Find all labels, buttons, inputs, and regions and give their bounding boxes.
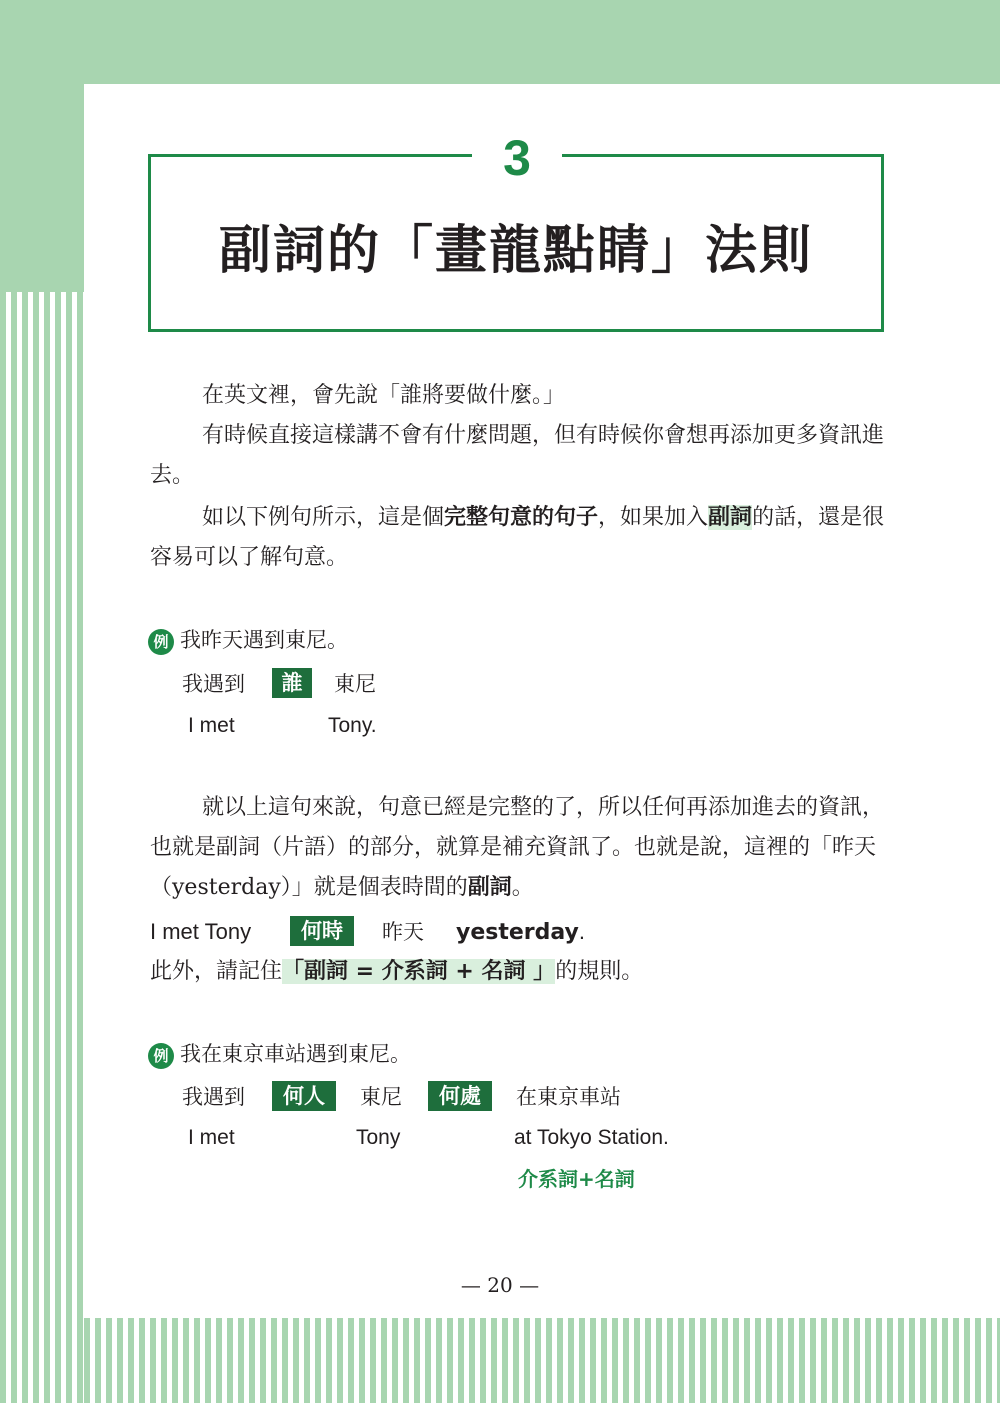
example-text: 我昨天遇到東尼。 [180,628,348,652]
text: 就以上這句來說，句意已經是完整的了，所以任何再添加進去的資訊，也就是副詞（片語）的部分，就算是補充資訊了。也就是說，這裡的「昨天（yesterday）」就是個表時間的 [150,795,885,900]
bottom-stripes [84,1318,1000,1403]
example-1-zh-verb: 我遇到 [182,672,245,696]
rule-line [150,952,890,992]
example-1-en-verb: I met [188,714,235,737]
example-2-zh-verb: 我遇到 [182,1085,245,1109]
example-2-sentence [148,1038,411,1070]
intro-paragraph-2: 有時候直接這樣講不會有什麼問題，但有時候你會想再添加更多資訊進去。 [150,423,885,488]
example-2-zh-place: 在東京車站 [516,1085,621,1109]
example-1-sentence [148,624,348,656]
example-2-en-place: at Tokyo Station. [514,1126,669,1149]
example-text: 我在東京車站遇到東尼。 [180,1042,411,1066]
example-2-en-object: Tony [356,1126,401,1149]
page-number: — 20 — [460,1273,540,1297]
time-example-word [456,916,585,949]
example-2-zh-object: 東尼 [360,1085,402,1109]
top-green-band [0,0,1000,84]
bold-word: yesterday [456,920,579,945]
text: 的話，還是很容易可以了解句意。 [150,505,885,570]
example-2-en-verb: I met [188,1126,235,1149]
text: . [578,919,586,944]
prep-noun-note: 介系詞+名詞 [518,1167,635,1191]
when-tag: 何時 [290,916,354,946]
text: 此外，請記住 [150,959,283,984]
example-icon: 例 [148,629,174,655]
chapter-title: 副詞的「畫龍點睛」法則 [218,221,813,281]
who-tag: 何人 [272,1081,336,1111]
example-1-en-object: Tony. [328,714,377,737]
example-icon: 例 [148,1043,174,1069]
frame-line [148,329,884,332]
frame-line [562,154,884,157]
frame-line [148,154,472,157]
highlighted-rule: 「副詞 = 介系詞 + 名詞 」 [282,959,556,984]
text: 的規則。 [555,959,644,984]
bold-text: 完整句意的句子 [444,505,599,530]
where-tag: 何處 [428,1081,492,1111]
text: 如以下例句所示，這是個 [202,505,445,530]
explain-paragraph [150,788,890,908]
bold-text: 副詞 [467,875,512,900]
who-tag: 誰 [272,668,312,698]
chapter-title-frame [148,130,884,332]
text: 。 [511,875,534,900]
left-green-band [0,84,84,292]
example-1-zh-object: 東尼 [334,672,376,696]
intro-paragraph-1: 在英文裡，會先說「誰將要做什麼。」 [202,383,566,408]
time-example-zh: 昨天 [382,920,424,944]
text: ，如果加入 [598,505,709,530]
chapter-number: 3 [503,130,531,186]
intro-paragraph-3 [150,498,890,578]
highlighted-term: 副詞 [708,505,753,530]
time-example-en: I met Tony [150,919,252,944]
left-stripes [0,292,84,1403]
